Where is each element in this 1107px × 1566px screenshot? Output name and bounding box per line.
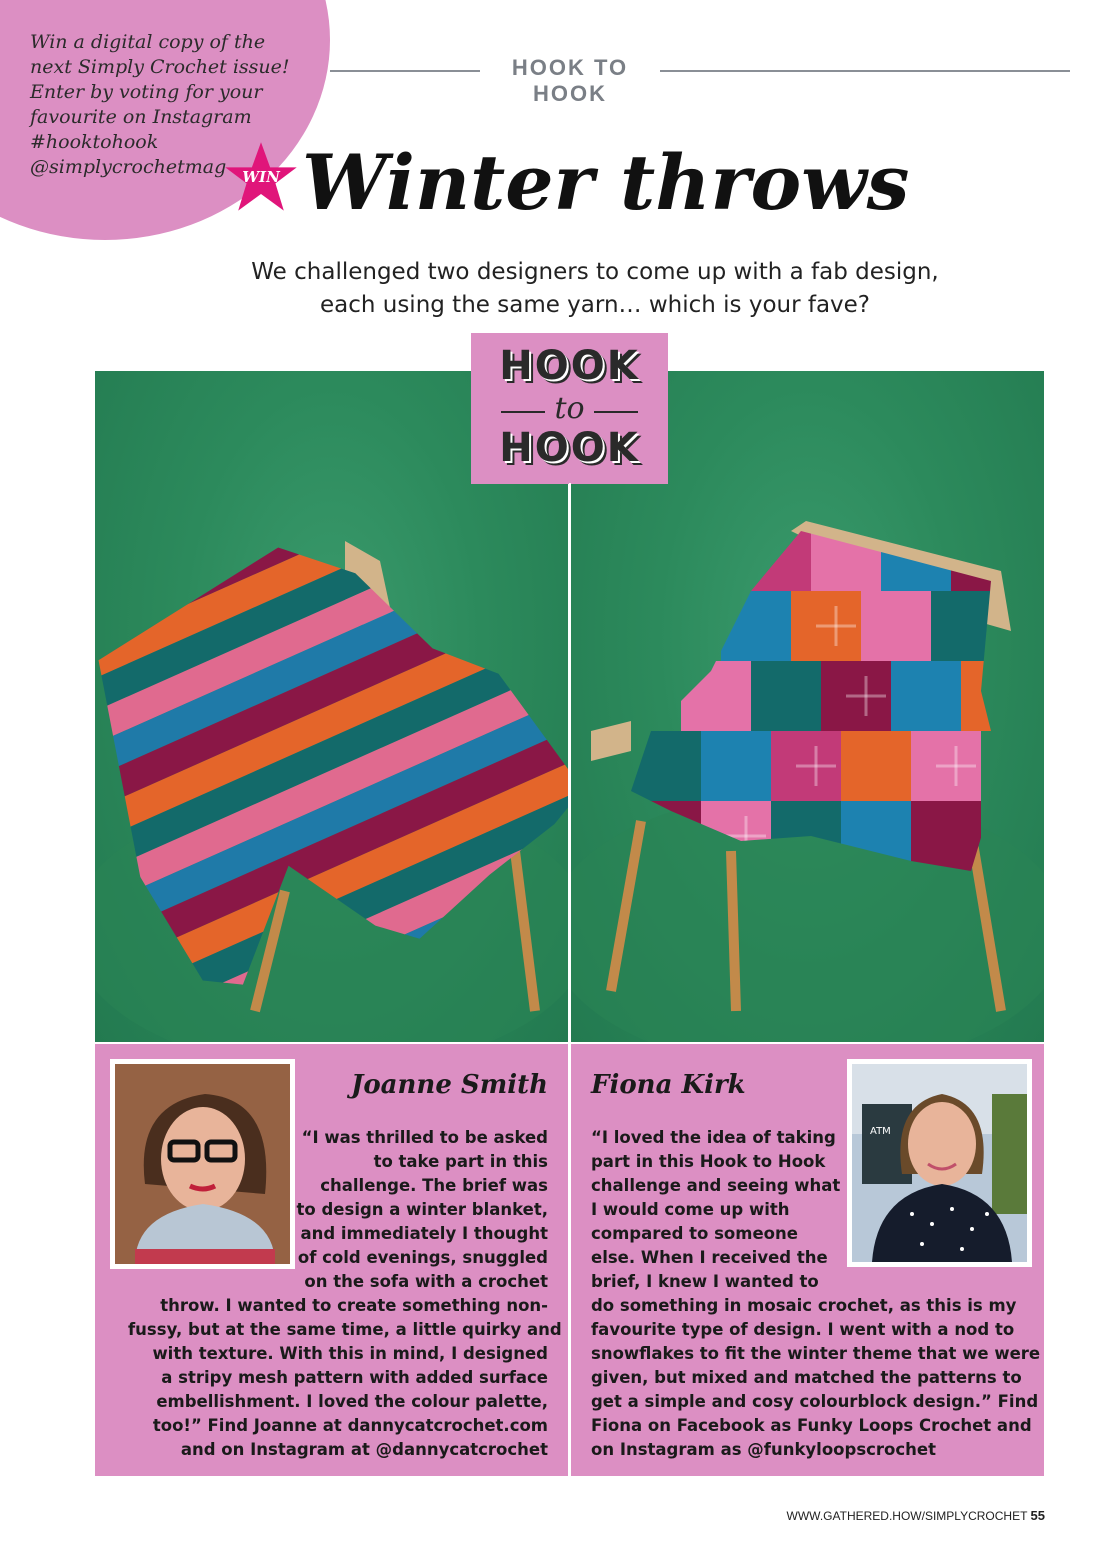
quote-line: I would come up with [591, 1200, 790, 1219]
quote-line: part in this Hook to Hook [591, 1152, 826, 1171]
quote-line: “I loved the idea of taking [591, 1128, 836, 1147]
quote-line: to design a winter blanket, [296, 1200, 548, 1219]
designer-name-left: Joanne Smith [351, 1070, 548, 1100]
page-footer [787, 1508, 1045, 1523]
quote-line: on Instagram as @funkyloopscrochet [591, 1440, 936, 1459]
quote-line: else. When I received the [591, 1248, 828, 1267]
quote-line: do something in mosaic crochet, as this is my [591, 1296, 1017, 1315]
section-rule-right [660, 70, 1070, 72]
badge-dash-right [594, 411, 638, 413]
designer-name-right: Fiona Kirk [591, 1070, 746, 1100]
badge-top: HOOK [499, 343, 640, 389]
designer-quote-left [128, 1126, 562, 1462]
promo-line: favourite on Instagram [30, 106, 252, 128]
hook-to-hook-badge [471, 333, 668, 484]
quote-line: embellishment. I loved the colour palette, [156, 1392, 548, 1411]
designer-quote-right [591, 1126, 1041, 1462]
quote-line: to take part in this [373, 1152, 548, 1171]
footer-url[interactable]: WWW.GATHERED.HOW/SIMPLYCROCHET [786, 1509, 1028, 1523]
standfirst [200, 256, 990, 322]
badge-bottom: HOOK [499, 425, 640, 471]
quote-line: of cold evenings, snuggled [297, 1248, 548, 1267]
win-label: WIN [242, 168, 280, 186]
atm-sign: ATM [870, 1126, 891, 1137]
promo-line: next Simply Crochet issue! [30, 56, 290, 78]
quote-line: challenge and seeing what [591, 1176, 841, 1195]
quote-line: and immediately I thought [300, 1224, 548, 1243]
quote-line: get a simple and cosy colourblock design.” Find [591, 1392, 1039, 1411]
page-title: Winter throws [302, 138, 910, 227]
quote-line: brief, I knew I wanted to [591, 1272, 819, 1291]
promo-handle[interactable]: @simplycrochetmag [30, 156, 227, 178]
designer-panel-right [571, 1044, 1044, 1476]
section-rule-left [330, 70, 480, 72]
quote-line: Fiona on Facebook as Funky Loops Crochet and [591, 1416, 1032, 1435]
quote-line: with texture. With this in mind, I designed [152, 1344, 548, 1363]
quote-line: snowflakes to fit the winter theme that we were [591, 1344, 1041, 1363]
promo-line: Win a digital copy of the [30, 31, 266, 53]
section-label: HOOK TO HOOK [511, 55, 629, 106]
quote-line: fussy, but at the same time, a little quirky and [128, 1320, 562, 1339]
standfirst-line: We challenged two designers to come up with a fab design, [251, 259, 939, 285]
quote-line: throw. I wanted to create something non- [160, 1296, 548, 1315]
quote-line: and on Instagram at @dannycatcrochet [180, 1440, 548, 1459]
promo-hashtag[interactable]: #hooktohook [30, 131, 159, 153]
quote-line: “I was thrilled to be asked [301, 1128, 548, 1147]
quote-line: on the sofa with a crochet [304, 1272, 548, 1291]
designer-panel-left [95, 1044, 568, 1476]
quote-line: given, but mixed and matched the patterns to [591, 1368, 1022, 1387]
page-number: 55 [1030, 1508, 1045, 1523]
promo-line: Enter by voting for your [30, 81, 263, 103]
quote-line: a stripy mesh pattern with added surface [161, 1368, 548, 1387]
badge-middle: to [554, 391, 585, 426]
quote-line: compared to someone [591, 1224, 798, 1243]
standfirst-line: each using the same yarn… which is your fave? [319, 292, 871, 318]
quote-line: challenge. The brief was [320, 1176, 548, 1195]
quote-line: favourite type of design. I went with a nod to [591, 1320, 1015, 1339]
quote-line: too!” Find Joanne at dannycatcrochet.com [152, 1416, 548, 1435]
